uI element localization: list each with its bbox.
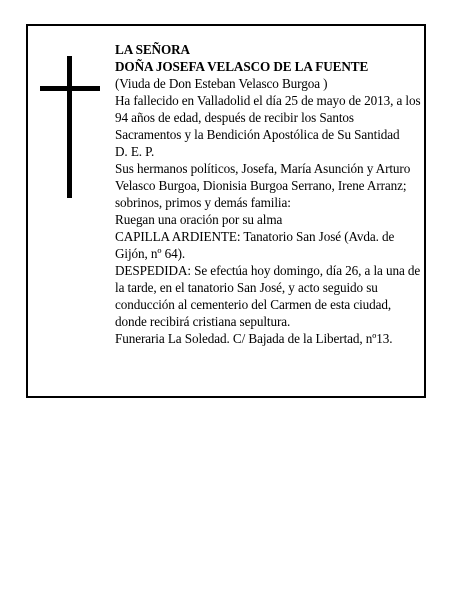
chapel-paragraph: CAPILLA ARDIENTE: Tanatorio San José (Avda. de Gijón, nº 64). <box>115 229 395 261</box>
funeral-home-line: Funeraria La Soledad. C/ Bajada de la Libertad, nº13. <box>115 331 393 346</box>
prayer-line: Ruegan una oración por su alma <box>115 212 283 227</box>
rip-line: D. E. P. <box>115 144 155 159</box>
death-paragraph: Ha fallecido en Valladolid el día 25 de mayo de 2013, a los 94 años de edad, después de recibir los Santos Sacramentos y la Bendición Apostólica de Su Santidad <box>115 93 421 142</box>
latin-cross-icon <box>40 56 100 198</box>
widow-line: (Viuda de Don Esteban Velasco Burgoa ) <box>115 76 328 91</box>
cross-horizontal-bar <box>40 86 100 91</box>
obituary-notice-frame <box>26 24 426 398</box>
obituary-text <box>115 41 423 347</box>
family-paragraph: Sus hermanos políticos, Josefa, María Asunción y Arturo Velasco Burgoa, Dionisia Burgoa Serrano, Irene Arranz; sobrinos, primos y demás familia: <box>115 161 411 210</box>
deceased-name: DOÑA JOSEFA VELASCO DE LA FUENTE <box>115 59 369 74</box>
cross-vertical-bar <box>67 56 72 198</box>
heading-title: LA SEÑORA <box>115 42 190 57</box>
farewell-paragraph: DESPEDIDA: Se efectúa hoy domingo, día 26, a la una de la tarde, en el tanatorio San José, y acto seguido su conducción al cementerio del Carmen de esta ciudad, donde recibirá cristiana sepultura. <box>115 263 421 329</box>
